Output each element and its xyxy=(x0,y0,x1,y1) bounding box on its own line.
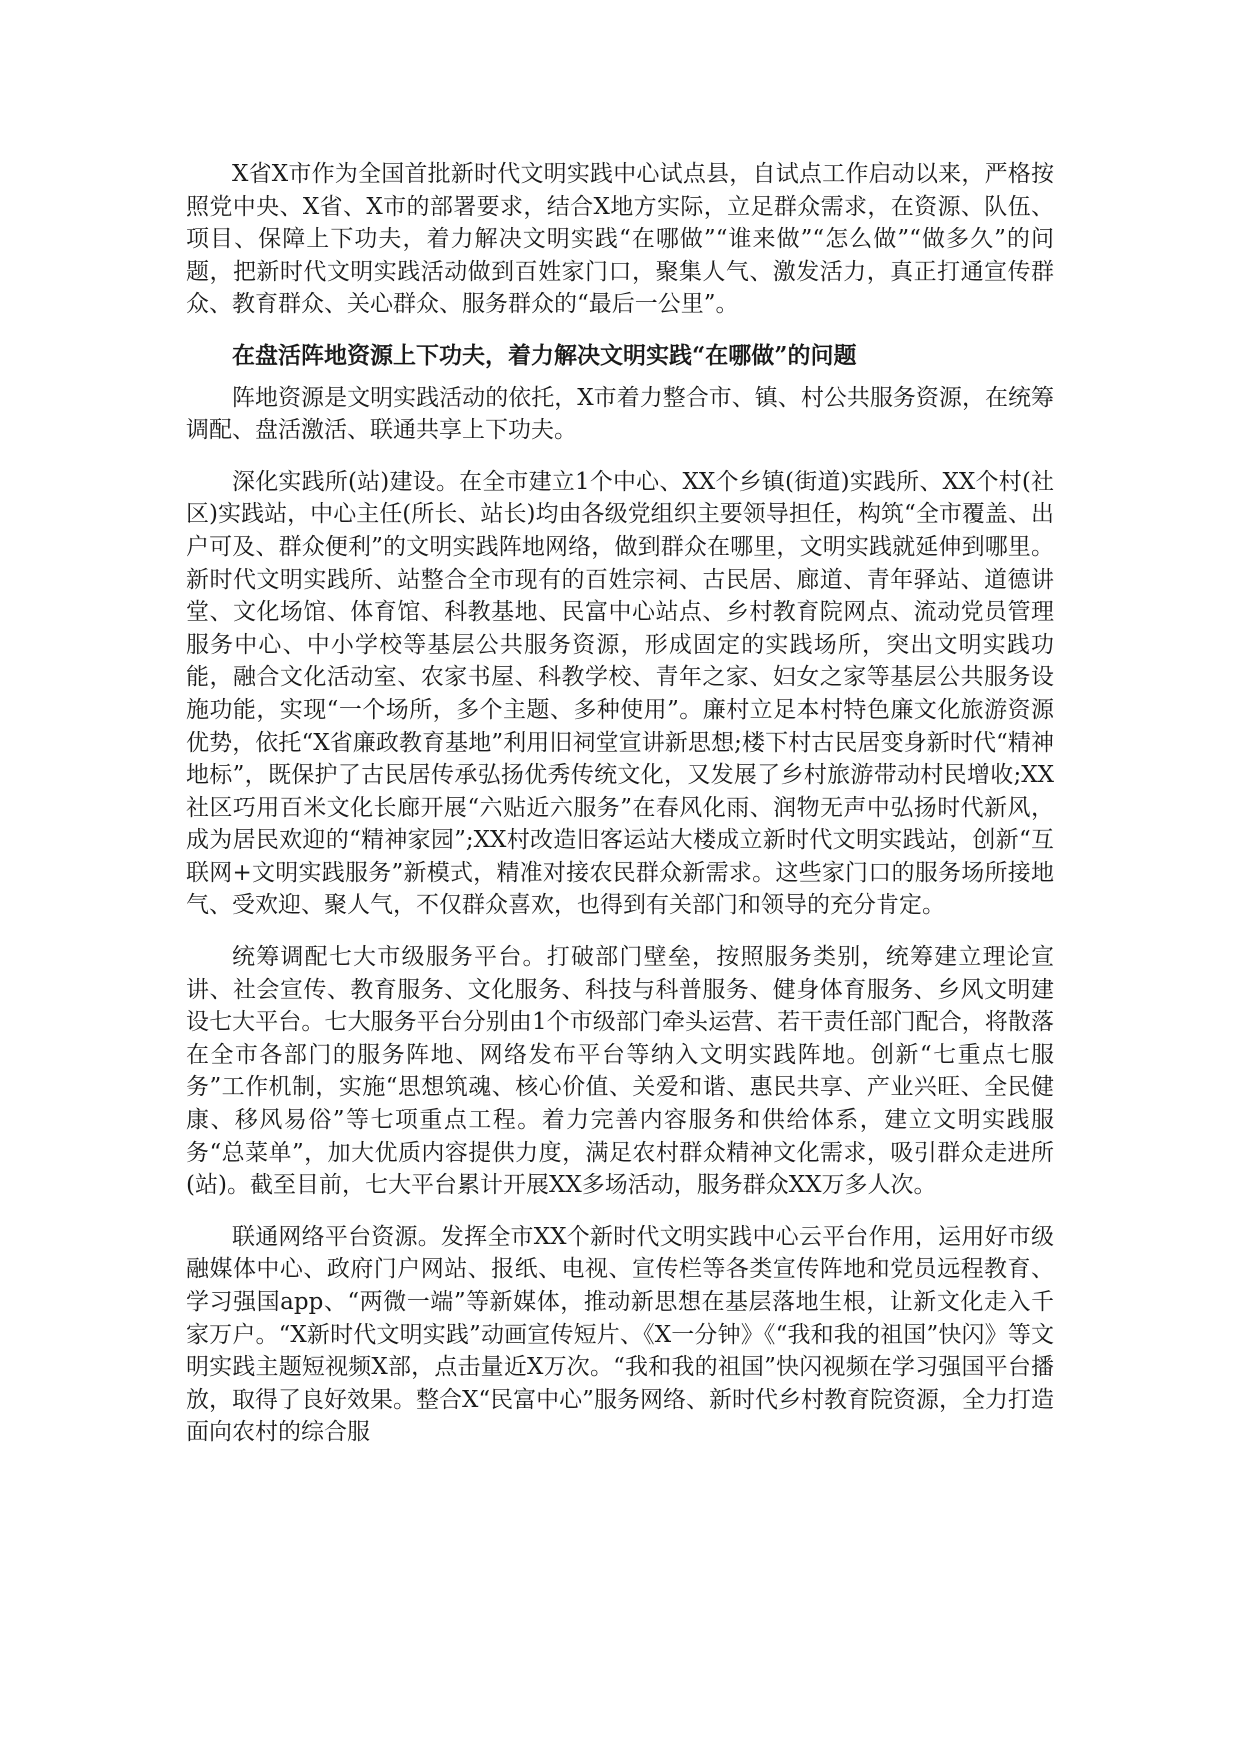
intro-paragraph: X省X市作为全国首批新时代文明实践中心试点县，自试点工作启动以来，严格按照党中央、X省、X市的部署要求，结合X地方实际，立足群众需求，在资源、队伍、项目、保障上下功夫，着力解决文明实践“在哪做”“谁来做”“怎么做”“做多久”的问题，把新时代文明实践活动做到百姓家门口，聚集人气、激发活力，真正打通宣传群众、教育群众、关心群众、服务群众的“最后一公里”。 xyxy=(186,161,1054,318)
stations-paragraph: 深化实践所(站)建设。在全市建立1个中心、XX个乡镇(街道)实践所、XX个村(社区)实践站，中心主任(所长、站长)均由各级党组织主要领导担任，构筑“全市覆盖、出户可及、群众便利”的文明实践阵地网络，做到群众在哪里，文明实践就延伸到哪里。新时代文明实践所、站整合全市现有的百姓宗祠、古民居、廊道、青年驿站、道德讲堂、文化场馆、体育馆、科教基地、民富中心站点、乡村教育院网点、流动党员管理服务中心、中小学校等基层公共服务资源，形成固定的实践场所，突出文明实践功能，融合文化活动室、农家书屋、科教学校、青年之家、妇女之家等基层公共服务设施功能，实现“一个场所，多个主题、多种使用”。廉村立足本村特色廉文化旅游资源优势，依托“X省廉政教育基地”利用旧祠堂宣讲新思想;楼下村古民居变身新时代“精神地标”，既保护了古民居传承弘扬优秀传统文化，又发展了乡村旅游带动村民增收;XX社区巧用百米文化长廊开展“六贴近六服务”在春风化雨、润物无声中弘扬时代新风，成为居民欢迎的“精神家园”;XX村改造旧客运站大楼成立新时代文明实践站，创新“互联网+文明实践服务”新模式，精准对接农民群众新需求。这些家门口的服务场所接地气、受欢迎、聚人气，不仅群众喜欢，也得到有关部门和领导的充分肯定。 xyxy=(186,468,1054,919)
platforms-paragraph: 统筹调配七大市级服务平台。打破部门壁垒，按照服务类别，统筹建立理论宣讲、社会宣传、教育服务、文化服务、科技与科普服务、健身体育服务、乡风文明建设七大平台。七大服务平台分别由1个市级部门牵头运营、若干责任部门配合，将散落在全市各部门的服务阵地、网络发布平台等纳入文明实践阵地。创新“七重点七服务”工作机制，实施“思想筑魂、核心价值、关爱和谐、惠民共享、产业兴旺、全民健康、移风易俗”等七项重点工程。着力完善内容服务和供给体系，建立文明实践服务“总菜单”，加大优质内容提供力度，满足农村群众精神文化需求，吸引群众走进所(站)。截至目前，七大平台累计开展XX多场活动，服务群众XX万多人次。 xyxy=(186,944,1054,1199)
network-paragraph: 联通网络平台资源。发挥全市XX个新时代文明实践中心云平台作用，运用好市级融媒体中心、政府门户网站、报纸、电视、宣传栏等各类宣传阵地和党员远程教育、学习强国app、“两微一端”等新媒体，推动新思想在基层落地生根，让新文化走入千家万户。“X新时代文明实践”动画宣传短片、《X一分钟》《“我和我的祖国”快闪》等文明实践主题短视频X部，点击量近X万次。“我和我的祖国”快闪视频在学习强国平台播放，取得了良好效果。整合X“民富中心”服务网络、新时代乡村教育院资源，全力打造面向农村的综合服 xyxy=(186,1223,1055,1446)
section-heading: 在盘活阵地资源上下功夫，着力解决文明实践“在哪做”的问题 xyxy=(232,341,857,369)
document-body xyxy=(186,158,1054,1468)
section-intro-paragraph: 阵地资源是文明实践活动的依托，X市着力整合市、镇、村公共服务资源，在统筹调配、盘活激活、联通共享上下功夫。 xyxy=(186,384,1054,444)
